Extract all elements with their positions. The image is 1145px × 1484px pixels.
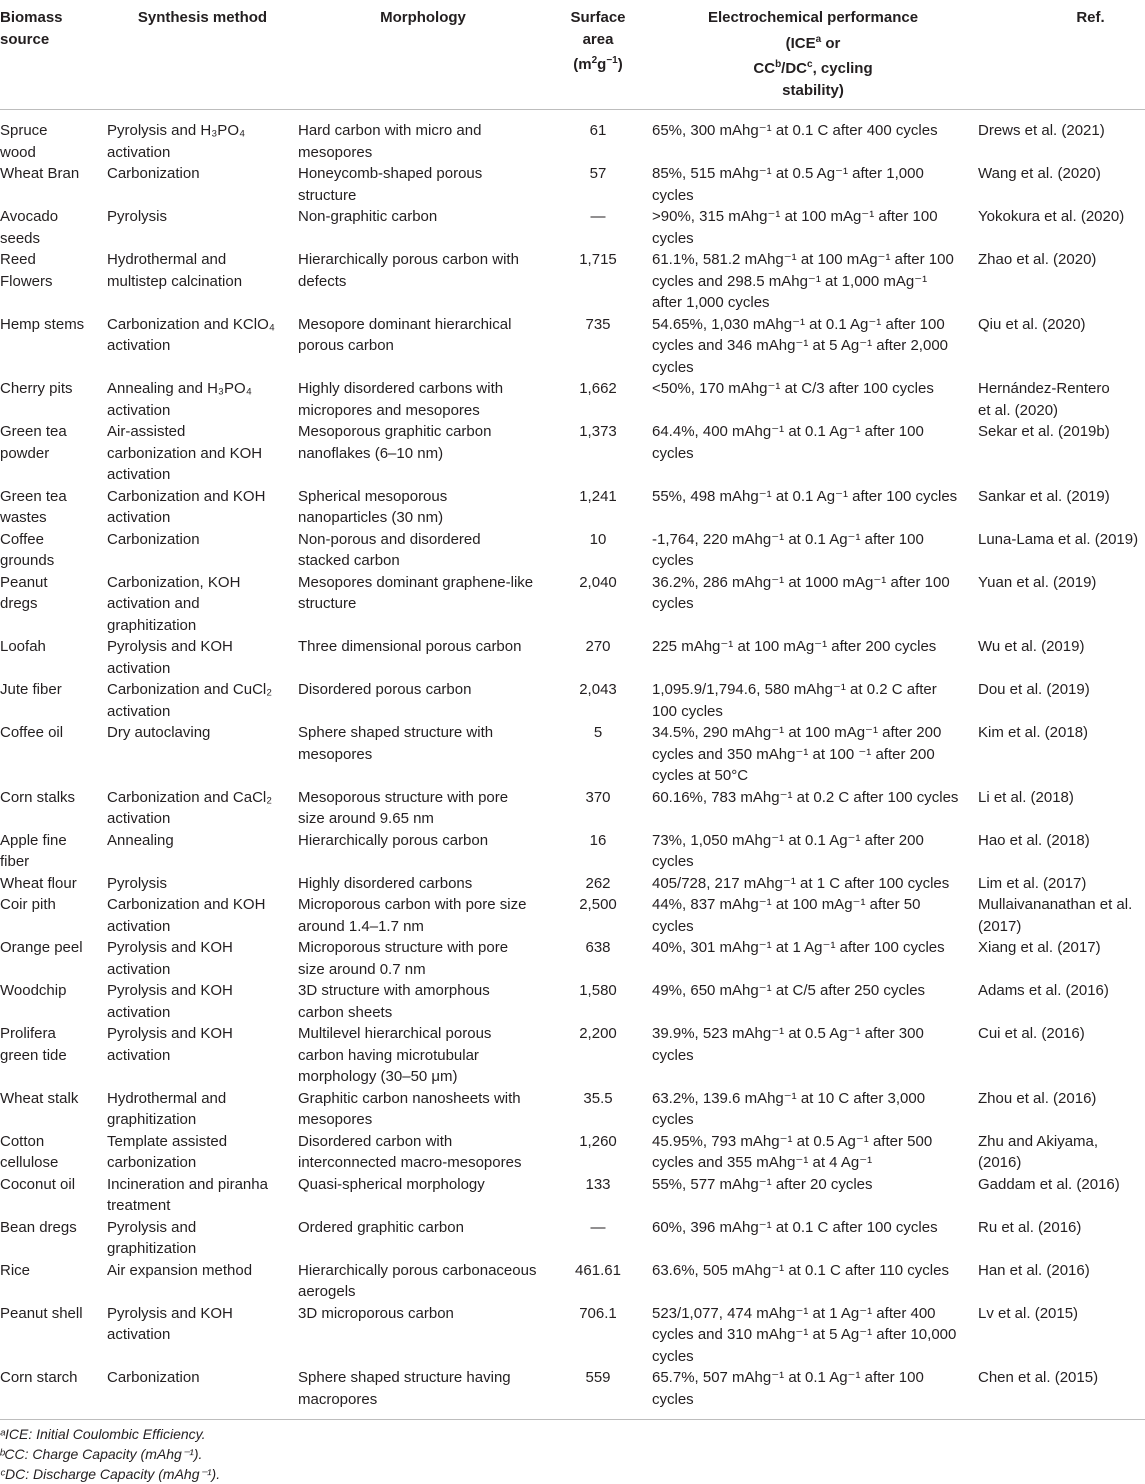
table-row [0,421,1145,486]
cell-morphology: Disordered carbon with interconnected macro-mesopores [298,1132,522,1171]
cell-biomass-source: Coir pith [0,896,56,913]
cell-electrochemical-performance: 61.1%, 581.2 mAhg⁻¹ at 100 mAg⁻¹ after 100 cycles and 298.5 mAhg⁻¹ at 1,000 mAg⁻¹ after 1,000 cycles [652,251,954,311]
cell-ref: Luna-Lama et al. (2019) [978,530,1139,548]
cell-synthesis-method: Annealing [107,831,174,849]
cell-ref: Chen et al. (2015) [978,1369,1099,1386]
cell-biomass-source: Wheat stalk [0,1089,79,1107]
cell-synthesis-method: Carbonization [107,165,200,182]
cell-synthesis-method: Pyrolysis and KOH activation [107,1025,233,1064]
cell-morphology: Honeycomb-shaped porous structure [298,165,483,204]
cell-ref: Zhu and Akiyama, (2016) [978,1132,1099,1171]
cell-morphology: Mesopore dominant hierarchical porous carbon [298,315,512,354]
cell-synthesis-method: Carbonization and CaCl₂ activation [107,788,273,827]
cell-electrochemical-performance: 225 mAhg⁻¹ at 100 mAg⁻¹ after 200 cycles [652,638,937,655]
table-row [0,636,1145,679]
cell-morphology: 3D microporous carbon [298,1304,454,1322]
cell-biomass-source: Coffee grounds [0,530,55,569]
cell-surface-area: 10 [589,530,607,548]
cell-biomass-source: Green tea wastes [0,487,67,526]
cell-electrochemical-performance: 85%, 515 mAhg⁻¹ at 0.5 Ag⁻¹ after 1,000 cycles [652,165,924,204]
cell-biomass-source: Green tea powder [0,423,67,462]
cell-morphology: 3D structure with amorphous carbon sheets [298,982,490,1021]
cell-electrochemical-performance: 60.16%, 783 mAhg⁻¹ at 0.2 C after 100 cycles [652,788,959,806]
table-row [0,1023,1145,1088]
footnote-dc: ᶜDC: Discharge Capacity (mAhg⁻¹). [0,1466,221,1482]
header-electrochemical-performance: Electrochemical performance (ICE$^a$ or $CC^b/DC^c$, cycling stability) [648,0,978,110]
cell-electrochemical-performance: 49%, 650 mAhg⁻¹ at C/5 after 250 cycles [652,982,926,999]
cell-biomass-source: Loofah [0,638,46,655]
cell-synthesis-method: Pyrolysis and KOH activation [107,1304,233,1343]
cell-synthesis-method: Carbonization and KClO₄ activation [107,315,275,354]
cell-ref: Han et al. (2016) [978,1261,1090,1279]
table-row [0,572,1145,637]
cell-synthesis-method: Air-assisted carbonization and KOH activation [107,423,263,483]
cell-biomass-source: Coconut oil [0,1175,76,1193]
table-row [0,1131,1145,1174]
cell-morphology: Mesoporous graphitic carbon nanoflakes (6–10 nm) [298,423,492,462]
cell-synthesis-method: Annealing and H₃PO₄ activation [107,380,252,419]
cell-synthesis-method: Pyrolysis and graphitization [107,1218,197,1257]
table-row [0,873,1145,895]
cell-morphology: Hard carbon with micro and mesopores [298,122,482,161]
table-row [0,249,1145,314]
header-surface-area: Surface area $(m^2g^{-1})$ [548,0,648,110]
cell-biomass-source: Cherry pits [0,380,73,397]
cell-ref: Cui et al. (2016) [978,1025,1085,1042]
cell-ref: Yokokura et al. (2020) [978,208,1125,225]
cell-morphology: Sphere shaped structure having macropores [298,1369,511,1408]
cell-surface-area: 2,200 [579,1025,617,1042]
cell-ref: Li et al. (2018) [978,788,1074,806]
cell-surface-area: 5 [593,724,603,741]
cell-ref: Lv et al. (2015) [978,1304,1079,1322]
cell-biomass-source: Peanut shell [0,1304,83,1322]
cell-electrochemical-performance: 40%, 301 mAhg⁻¹ at 1 Ag⁻¹ after 100 cycles [652,939,945,956]
cell-synthesis-method: Pyrolysis [107,208,168,225]
cell-biomass-source: Corn starch [0,1369,78,1386]
cell-electrochemical-performance: 44%, 837 mAhg⁻¹ at 100 mAg⁻¹ after 50 cycles [652,896,921,935]
table-row [0,894,1145,937]
cell-ref: Drews et al. (2021) [978,122,1105,139]
table-row [0,1260,1145,1303]
cell-surface-area: 1,715 [579,251,617,268]
cell-synthesis-method: Hydrothermal and multistep calcination [107,251,243,290]
cell-morphology: Microporous carbon with pore size around 1.4–1.7 nm [298,896,527,935]
cell-morphology: Hierarchically porous carbon [298,831,489,849]
cell-synthesis-method: Pyrolysis and H₃PO₄ activation [107,122,246,161]
cell-electrochemical-performance: 63.6%, 505 mAhg⁻¹ at 0.1 C after 110 cycles [652,1261,949,1279]
cell-surface-area: — [590,1218,606,1236]
cell-biomass-source: Reed Flowers [0,251,53,290]
table-row [0,206,1145,249]
cell-surface-area: 1,260 [579,1132,617,1150]
cell-surface-area: 57 [589,165,607,182]
cell-ref: Kim et al. (2018) [978,724,1089,741]
cell-synthesis-method: Carbonization [107,530,200,548]
cell-morphology: Microporous structure with pore size around 0.7 nm [298,939,509,978]
cell-surface-area: 133 [585,1175,611,1193]
header-row [0,0,1145,110]
cell-biomass-source: Jute fiber [0,681,62,698]
cell-ref: Sankar et al. (2019) [978,487,1110,505]
table-row [0,486,1145,529]
footnote-ice: ᵃICE: Initial Coulombic Efficiency. [0,1426,206,1442]
cell-morphology: Mesoporous structure with pore size around 9.65 nm [298,788,509,827]
cell-ref: Mullaivananathan et al. (2017) [978,896,1133,935]
cell-synthesis-method: Pyrolysis and KOH activation [107,982,233,1021]
cell-biomass-source: Orange peel [0,939,83,956]
cell-surface-area: 1,662 [579,380,617,397]
cell-morphology: Spherical mesoporous nanoparticles (30 nm) [298,487,448,526]
cell-surface-area: 370 [585,788,611,806]
cell-electrochemical-performance: 405/728, 217 mAhg⁻¹ at 1 C after 100 cycles [652,874,950,892]
cell-surface-area: — [590,208,606,225]
cell-morphology: Multilevel hierarchical porous carbon having microtubular morphology (30–50 μm) [298,1025,492,1085]
cell-surface-area: 706.1 [579,1304,617,1322]
cell-ref: Qiu et al. (2020) [978,315,1086,333]
cell-biomass-source: Wheat Bran [0,165,80,182]
table-row [0,787,1145,830]
cell-electrochemical-performance: 73%, 1,050 mAhg⁻¹ at 0.1 Ag⁻¹ after 200 cycles [652,831,924,870]
cell-synthesis-method: Pyrolysis and KOH activation [107,638,233,677]
cell-morphology: Hierarchically porous carbonaceous aerogels [298,1261,537,1300]
cell-surface-area: 1,580 [579,982,617,999]
cell-electrochemical-performance: 65.7%, 507 mAhg⁻¹ at 0.1 Ag⁻¹ after 100 cycles [652,1369,924,1408]
header-synthesis-method: Synthesis method [107,0,298,110]
cell-biomass-source: Peanut dregs [0,573,48,612]
cell-surface-area: 16 [589,831,607,849]
cell-electrochemical-performance: 1,095.9/1,794.6, 580 mAhg⁻¹ at 0.2 C after 100 cycles [652,681,937,720]
cell-ref: Zhao et al. (2020) [978,251,1097,268]
cell-synthesis-method: Hydrothermal and graphitization [107,1089,227,1128]
cell-synthesis-method: Carbonization and KOH activation [107,896,266,935]
cell-electrochemical-performance: 54.65%, 1,030 mAhg⁻¹ at 0.1 Ag⁻¹ after 100 cycles and 346 mAhg⁻¹ at 5 Ag⁻¹ after 2,000 cycles [652,315,949,376]
cell-surface-area: 2,043 [579,681,617,698]
cell-biomass-source: Rice [0,1261,31,1279]
cell-biomass-source: Cotton cellulose [0,1132,59,1171]
cell-ref: Wu et al. (2019) [978,638,1085,655]
cell-surface-area: 461.61 [575,1261,621,1279]
cell-electrochemical-performance: 60%, 396 mAhg⁻¹ at 0.1 C after 100 cycles [652,1218,938,1236]
cell-electrochemical-performance: 523/1,077, 474 mAhg⁻¹ at 1 Ag⁻¹ after 400 cycles and 310 mAhg⁻¹ at 5 Ag⁻¹ after 10,000 cycles [652,1304,957,1365]
cell-ref: Wang et al. (2020) [978,165,1101,182]
cell-morphology: Three dimensional porous carbon [298,638,522,655]
cell-ref: Adams et al. (2016) [978,982,1109,999]
table-row [0,1303,1145,1368]
cell-electrochemical-performance: 39.9%, 523 mAhg⁻¹ at 0.5 Ag⁻¹ after 300 cycles [652,1025,924,1064]
cell-biomass-source: Avocado seeds [0,208,59,247]
cell-biomass-source: Spruce wood [0,122,48,161]
cell-morphology: Non-porous and disordered stacked carbon [298,530,481,569]
cell-ref: Hao et al. (2018) [978,831,1090,849]
table-row [0,1217,1145,1260]
table-row [0,937,1145,980]
table-row [0,163,1145,206]
cell-ref: Zhou et al. (2016) [978,1089,1097,1107]
cell-ref: Ru et al. (2016) [978,1218,1082,1236]
cell-biomass-source: Woodchip [0,982,67,999]
cell-surface-area: 1,241 [579,487,617,505]
footnotes [0,1424,1145,1484]
cell-synthesis-method: Incineration and piranha treatment [107,1175,268,1214]
footnote-cc: ᵇCC: Charge Capacity (mAhg⁻¹). [0,1446,203,1462]
cell-synthesis-method: Pyrolysis [107,874,168,892]
cell-biomass-source: Apple fine fiber [0,831,67,870]
cell-ref: Hernández-Rentero et al. (2020) [978,380,1110,419]
cell-morphology: Graphitic carbon nanosheets with mesopores [298,1089,521,1128]
cell-synthesis-method: Template assisted carbonization [107,1132,228,1171]
cell-electrochemical-performance: 36.2%, 286 mAhg⁻¹ at 1000 mAg⁻¹ after 100 cycles [652,573,950,612]
cell-synthesis-method: Carbonization [107,1369,200,1386]
cell-surface-area: 1,373 [579,423,617,440]
cell-surface-area: 735 [585,315,611,333]
cell-ref: Gaddam et al. (2016) [978,1175,1120,1193]
cell-synthesis-method: Pyrolysis and KOH activation [107,939,233,978]
cell-ref: Lim et al. (2017) [978,874,1087,892]
cell-morphology: Highly disordered carbons [298,874,473,892]
cell-biomass-source: Bean dregs [0,1218,77,1236]
cell-electrochemical-performance: -1,764, 220 mAhg⁻¹ at 0.1 Ag⁻¹ after 100 cycles [652,530,924,569]
cell-synthesis-method: Carbonization and KOH activation [107,487,266,526]
cell-biomass-source: Hemp stems [0,315,85,333]
table-row [0,980,1145,1023]
header-morphology: Morphology [298,0,548,110]
table-body [0,110,1145,1420]
cell-electrochemical-performance: >90%, 315 mAhg⁻¹ at 100 mAg⁻¹ after 100 cycles [652,208,938,247]
cell-morphology: Disordered porous carbon [298,681,472,698]
cell-surface-area: 559 [585,1369,611,1386]
cell-electrochemical-performance: 34.5%, 290 mAhg⁻¹ at 100 mAg⁻¹ after 200 cycles and 350 mAhg⁻¹ at 100 ⁻¹ after 200 cycles at 50°C [652,724,942,784]
cell-morphology: Highly disordered carbons with micropores and mesopores [298,380,504,419]
table-row [0,722,1145,787]
cell-surface-area: 35.5 [583,1089,613,1107]
table-row [0,314,1145,379]
cell-biomass-source: Corn stalks [0,788,76,806]
table-row [0,1088,1145,1131]
table-row [0,378,1145,421]
table-row [0,830,1145,873]
header-ref: Ref. [978,0,1145,110]
cell-ref: Dou et al. (2019) [978,681,1090,698]
cell-biomass-source: Wheat flour [0,874,77,892]
cell-surface-area: 61 [589,122,607,139]
cell-synthesis-method: Carbonization, KOH activation and graphitization [107,573,241,634]
cell-electrochemical-performance: 45.95%, 793 mAhg⁻¹ at 0.5 Ag⁻¹ after 500 cycles and 355 mAhg⁻¹ at 4 Ag⁻¹ [652,1132,933,1171]
cell-surface-area: 270 [585,638,611,655]
cell-surface-area: 2,040 [579,573,617,591]
cell-synthesis-method: Air expansion method [107,1261,253,1279]
cell-synthesis-method: Dry autoclaving [107,724,211,741]
cell-ref: Xiang et al. (2017) [978,939,1101,956]
table-row [0,110,1145,164]
cell-electrochemical-performance: 55%, 577 mAhg⁻¹ after 20 cycles [652,1175,873,1193]
cell-ref: Sekar et al. (2019b) [978,423,1110,440]
cell-biomass-source: Prolifera green tide [0,1025,67,1064]
cell-electrochemical-performance: 65%, 300 mAhg⁻¹ at 0.1 C after 400 cycles [652,122,938,139]
cell-electrochemical-performance: <50%, 170 mAhg⁻¹ at C/3 after 100 cycles [652,380,934,397]
table-row [0,1367,1145,1420]
cell-surface-area: 638 [585,939,611,956]
cell-morphology: Quasi-spherical morphology [298,1175,485,1193]
cell-morphology: Mesopores dominant graphene-like structure [298,573,534,612]
cell-morphology: Non-graphitic carbon [298,208,438,225]
cell-surface-area: 2,500 [579,896,617,913]
cell-ref: Yuan et al. (2019) [978,573,1097,591]
cell-electrochemical-performance: 63.2%, 139.6 mAhg⁻¹ at 10 C after 3,000 cycles [652,1089,926,1128]
cell-electrochemical-performance: 55%, 498 mAhg⁻¹ at 0.1 Ag⁻¹ after 100 cycles [652,487,958,505]
cell-morphology: Ordered graphitic carbon [298,1218,464,1236]
table-row [0,529,1145,572]
header-biomass-source: Biomass source [0,0,107,110]
cell-biomass-source: Coffee oil [0,724,64,741]
cell-surface-area: 262 [585,874,611,892]
cell-electrochemical-performance: 64.4%, 400 mAhg⁻¹ at 0.1 Ag⁻¹ after 100 cycles [652,423,924,462]
cell-morphology: Sphere shaped structure with mesopores [298,724,494,763]
cell-synthesis-method: Carbonization and CuCl₂ activation [107,681,273,720]
cell-morphology: Hierarchically porous carbon with defects [298,251,519,290]
table-row [0,679,1145,722]
table-row [0,1174,1145,1217]
